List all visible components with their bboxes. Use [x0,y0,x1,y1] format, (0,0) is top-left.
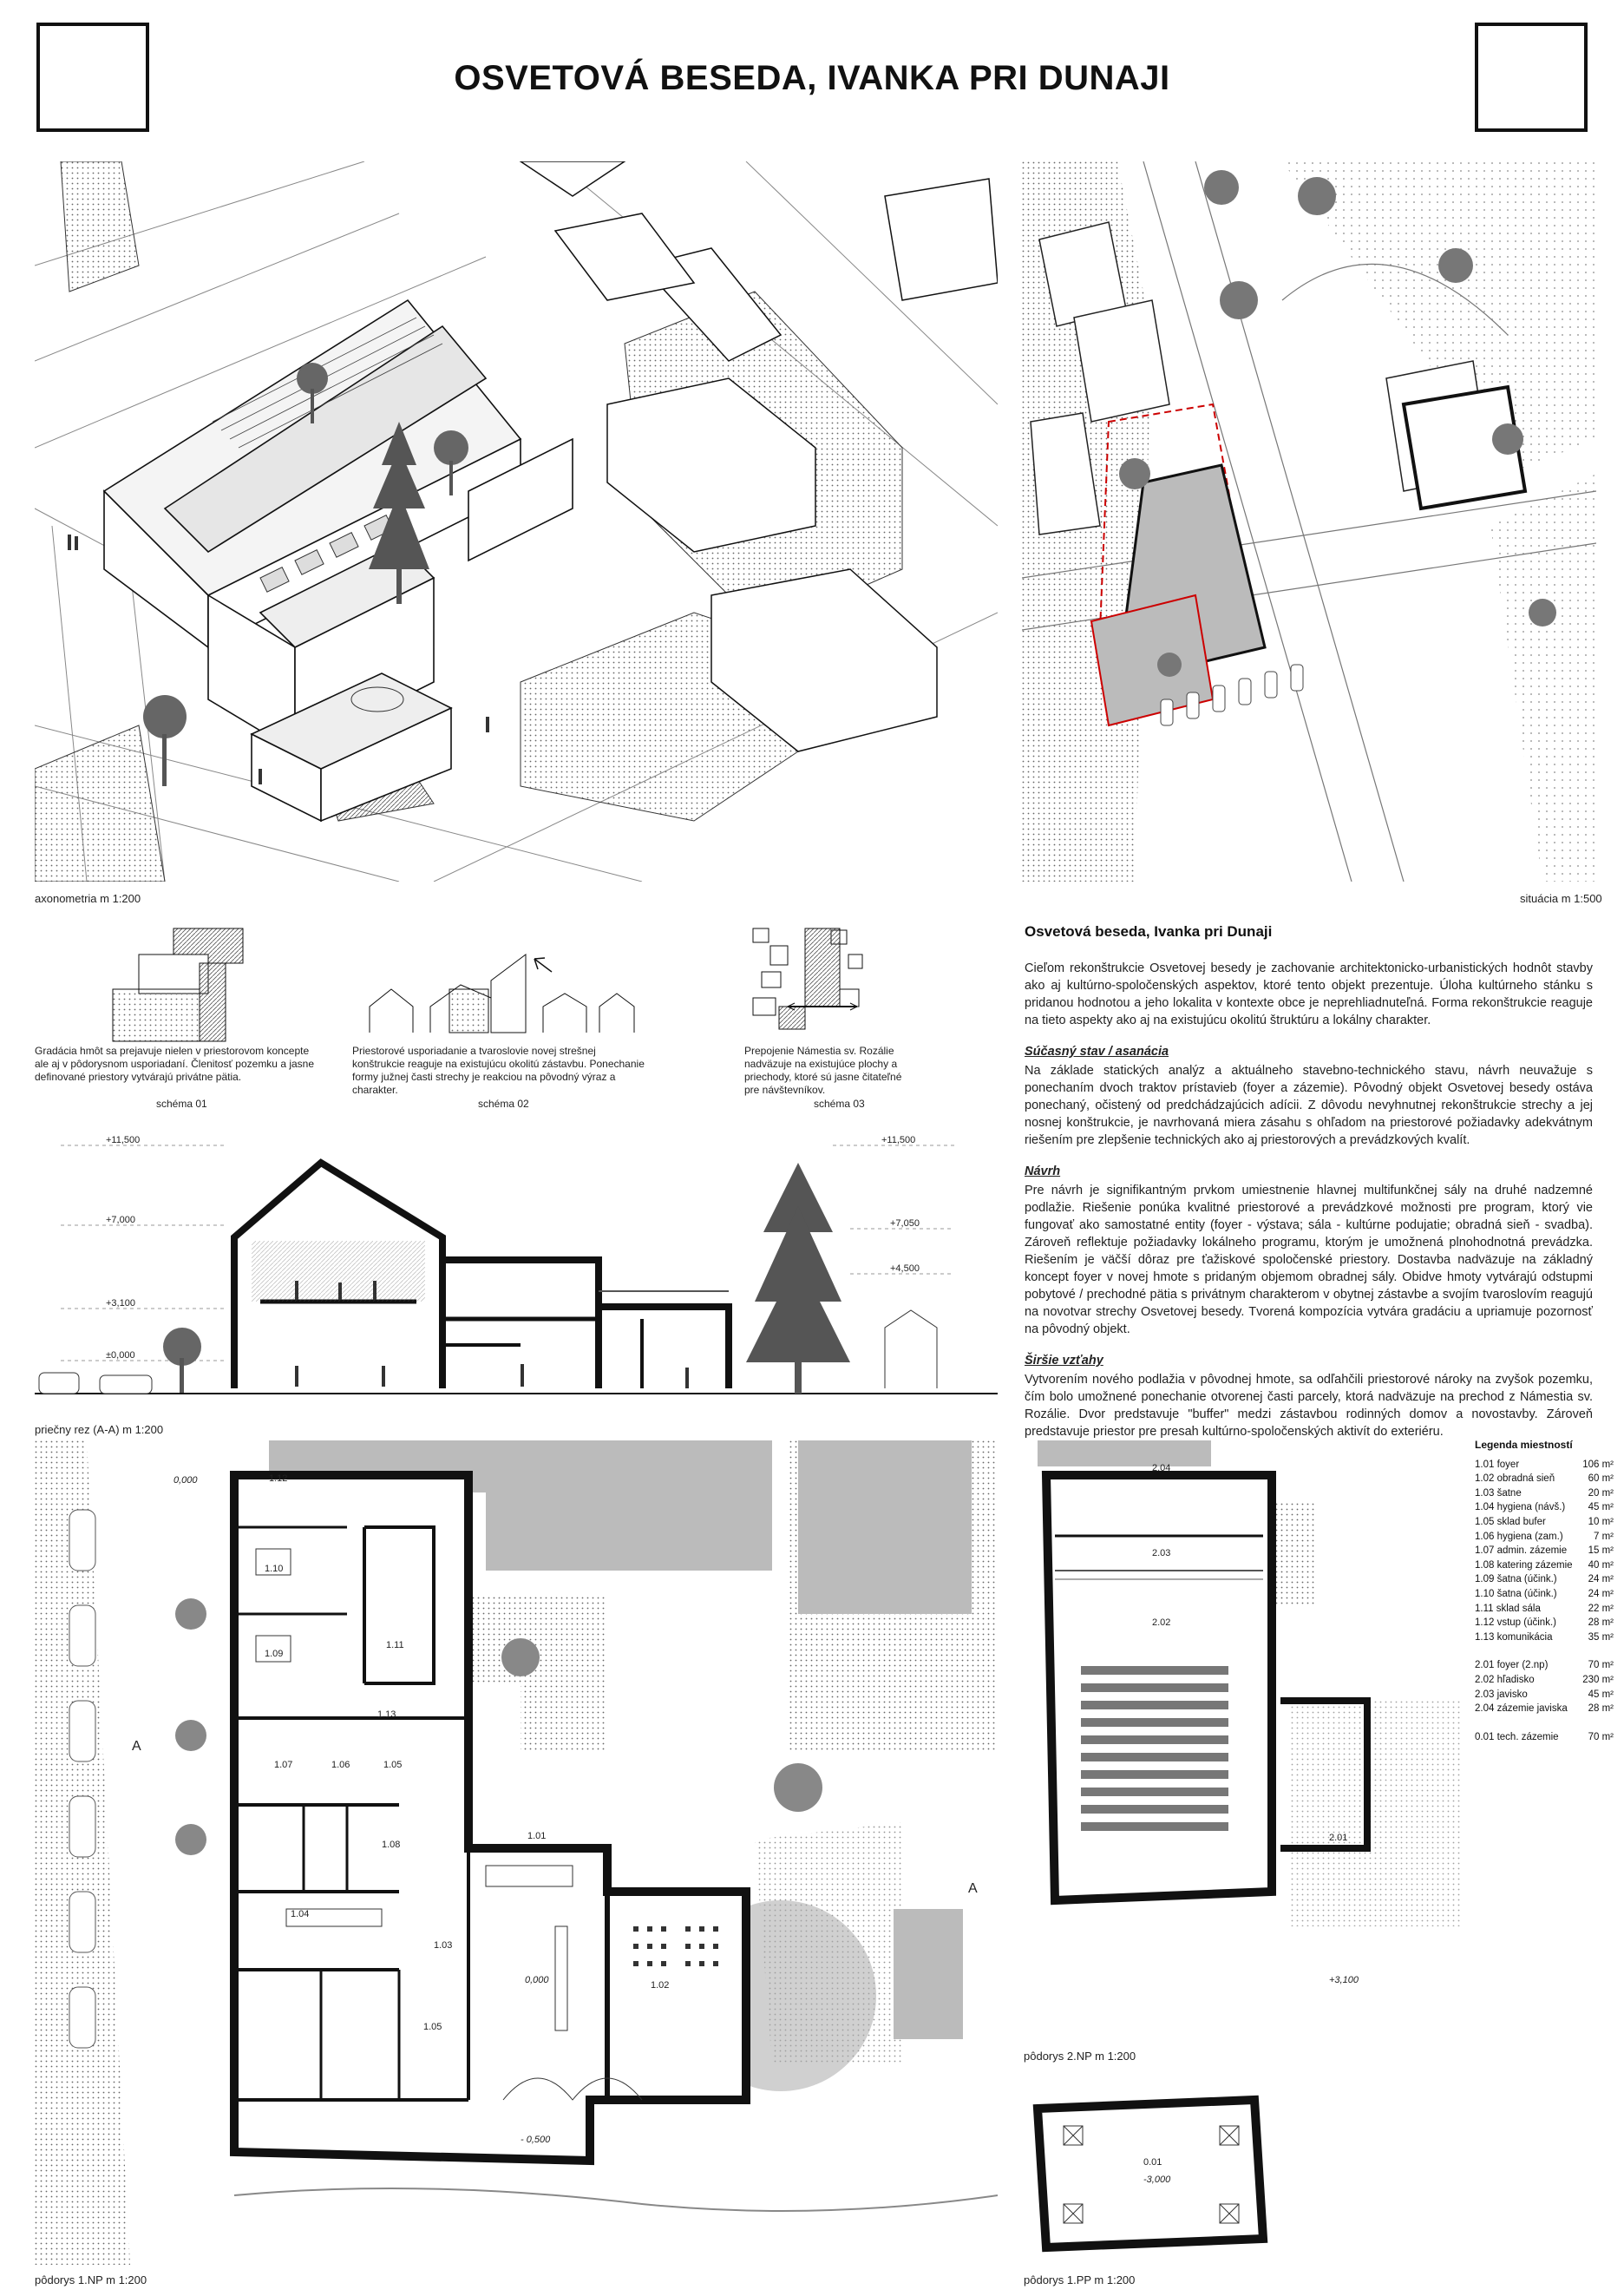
legend-room-area: 45 m² [1588,1689,1614,1700]
section-caption: priečny rez (A-A) m 1:200 [35,1423,164,1436]
schema-03-label: schéma 03 [814,1098,865,1110]
legend-room-name: foyer [1496,1459,1520,1470]
section-marker-a-right: A [968,1881,978,1896]
room-2-02: 2.02 [1152,1617,1171,1628]
legend-row [1475,1530,1614,1545]
level-right-4500: +4,500 [890,1263,920,1274]
legend-room-id: 2.02 [1475,1674,1495,1685]
legend-room-name: hľadisko [1496,1674,1535,1685]
legend-room-id: 1.09 [1475,1574,1495,1585]
legend-room [1475,1572,1557,1587]
legend-row [1475,1602,1614,1617]
legend-room [1475,1730,1559,1745]
room-1-07: 1.07 [274,1760,293,1770]
legend-room [1475,1688,1528,1702]
legend-room-name: šatna (účink.) [1496,1588,1557,1599]
legend-room-id: 1.04 [1475,1502,1495,1513]
room-1-03: 1.03 [434,1940,453,1951]
room-legend [1475,1438,1614,1744]
legend-room-area: 70 m² [1588,1731,1614,1742]
legend-row [1475,1486,1614,1501]
situation-plan [1022,161,1596,882]
cross-section [35,1128,998,1406]
legend-room-name: admin. zázemie [1496,1545,1568,1557]
legend-room-id: 1.11 [1475,1603,1494,1614]
description-heading: Osvetová beseda, Ivanka pri Dunaji [1025,923,1273,940]
level-left-0: ±0,000 [106,1350,135,1361]
legend-room-id: 1.13 [1475,1631,1495,1643]
text-wider-relations: Vytvorením nového podlažia v pôvodnej hmote, sa odľahčili priestorové nároky na zvyšok pozemku, čím bolo umožnené ponechanie otvorenej časti parcely, ktorá nadväzuje na prechod z Námestia sv. Rozálie. Dvor predstavuje "buffer" medzi zástavbou rodinných domov a novostavby. Zároveň predstavuje priestor pre presah kultúrno-spoločenských aktivít do exteriéru. [1025,1373,1593,1439]
heading-design: Návrh [1025,1164,1061,1178]
legend-row [1475,1500,1614,1515]
schema-02-diagram [352,946,647,1041]
plan1-level-0: 0,000 [174,1475,198,1486]
legend-room-name: vstup (účink.) [1496,1617,1556,1629]
legend-room [1475,1702,1568,1716]
legend-room [1475,1544,1567,1558]
legend-room-id: 1.06 [1475,1531,1495,1542]
legend-room-name: javisko [1496,1689,1528,1700]
legend-room-area: 35 m² [1588,1631,1614,1643]
legend-row [1475,1472,1614,1486]
room-1-05: 1.05 [383,1760,403,1770]
legend-room-name: komunikácia [1496,1631,1553,1643]
room-1-04: 1.04 [291,1909,310,1919]
legend-row [1475,1544,1614,1558]
plan1-level-0-foyer: 0,000 [525,1975,549,1985]
legend-title: Legenda miestností [1475,1439,1573,1451]
legend-room-name: hygiena (zam.) [1496,1531,1563,1542]
room-2-03: 2.03 [1152,1548,1171,1558]
plan1-level-minus500: - 0,500 [521,2135,551,2145]
legend-room-name: hygiena (návš.) [1496,1502,1566,1513]
heading-current-state: Súčasný stav / asanácia [1025,1045,1169,1059]
room-1-08: 1.08 [382,1840,401,1850]
legend-room-area: 24 m² [1588,1574,1614,1585]
room-0-01: 0.01 [1143,2157,1162,2168]
legend-row [1475,1515,1614,1530]
level-right-7050: +7,050 [890,1218,920,1229]
room-1-05-lower: 1.05 [423,2022,442,2032]
planpp-level-minus3000: -3,000 [1143,2175,1171,2185]
legend-room-area: 106 m² [1582,1459,1614,1470]
text-current-state: Na základe statických analýz a aktuálneho stavebno-technického stavu, návrh neuvažuje s ponechaním dvoch traktov prístavieb (foyer a zázemie). Pôvodný objekt Osvetovej besedy ostáva ponechaný, očistený od predchádzajúcich adícii. Z dôvodu nevyhnutnej rekonštrukcie strechy a jej nosnej konštrukcie, je navrhovaná miera zásahu s ohľadom na priestorové požiadavky adekvátnym riešením pre zlepšenie technických ako aj priestorových a prevádzkových kvalít. [1025,1064,1593,1147]
legend-room-id: 1.12 [1475,1617,1495,1629]
legend-room [1475,1630,1553,1645]
schema-03 [684,920,970,1111]
legend-room [1475,1587,1557,1602]
legend-room-id: 2.01 [1475,1660,1495,1671]
legend-room-name: šatna (účink.) [1496,1574,1557,1585]
schema-01-diagram [35,920,312,1050]
legend-room-area: 45 m² [1588,1502,1614,1513]
room-2-01: 2.01 [1329,1833,1348,1843]
legend-room-name: zázemie javiska [1496,1703,1568,1715]
legend-room-id: 0.01 [1475,1731,1495,1742]
situation-caption: situácia m 1:500 [1520,892,1602,905]
room-1-01: 1.01 [527,1831,547,1841]
legend-row [1475,1673,1614,1688]
axonometry-caption: axonometria m 1:200 [35,892,141,905]
legend-row [1475,1644,1614,1658]
schema-02-text: Priestorové usporiadanie a tvaroslovie novej strešnej konštrukcie reaguje na existujúcu okolitú zástavbu. Ponechanie formy južnej časti strechy je reakciou na pôvodný výraz a charakter. [352,1045,645,1096]
legend-room-area: 20 m² [1588,1487,1614,1499]
room-1-11: 1.11 [386,1640,404,1650]
legend-row [1475,1630,1614,1645]
legend-row [1475,1587,1614,1602]
legend-room-name: katering zázemie [1496,1559,1573,1571]
legend-room-id: 1.07 [1475,1545,1495,1557]
schema-01 [35,920,315,1111]
legend-row [1475,1572,1614,1587]
level-left-3100: +3,100 [106,1298,135,1309]
legend-row [1475,1716,1614,1730]
project-description [1025,923,1593,1440]
legend-room [1475,1658,1548,1673]
axonometry-drawing [35,161,998,882]
legend-room [1475,1530,1563,1545]
heading-wider-relations: Širšie vzťahy [1025,1354,1103,1368]
legend-room-name: obradná sieň [1496,1473,1555,1485]
legend-room-id: 1.02 [1475,1473,1495,1485]
legend-room-id: 1.10 [1475,1588,1495,1599]
room-1-06: 1.06 [331,1760,350,1770]
room-1-12: 1.12 [269,1473,288,1484]
legend-room-area: 28 m² [1588,1703,1614,1715]
legend-row [1475,1558,1614,1573]
schema-02 [352,946,647,1111]
legend-room-name: sklad bufer [1496,1516,1546,1527]
legend-row [1475,1458,1614,1473]
room-1-13: 1.13 [377,1709,396,1720]
legend-room [1475,1486,1522,1501]
legend-row [1475,1730,1614,1745]
legend-room-id: 2.04 [1475,1703,1495,1715]
level-right-11500: +11,500 [881,1135,916,1145]
legend-row [1475,1658,1614,1673]
text-design: Pre návrh je signifikantným prvkom umiestnenie hlavnej multifunkčnej sály na druhé nadzemné podlažie. Riešenie ponúka kvalitné priestorové a prevádzkové možnosti pre program, ktorý vie fungovať ako samostatné entity (foyer - výstava; sála - kultúrne podujatie; obradná sieň - svadba). Zároveň reflektuje požiadavky lokálneho programu, ktorým je umožnená plnohodnotná prevádzka. Riešením je väčší dôraz pre ťažiskové spoločenské priestory. Dostavba nadväzuje na základný koncept foyer v novej hmote s pridaným objemom obradnej sály. Obidve hmoty vytvárajú odstupmi pobytové / prechodné pätia s privátnym charakterom v obytnej zástavbe a svojím tvaroslovím reagujú na novotvar strechy Osvetovej besedy. Tvorená kompozícia vytvára gradáciu a upriamuje pozornosť na pôvodný objekt. [1025,1184,1593,1336]
room-2-04: 2.04 [1152,1463,1171,1473]
legend-room [1475,1673,1535,1688]
legend-room [1475,1602,1541,1617]
level-left-7000: +7,000 [106,1215,135,1225]
plan2-caption: pôdorys 2.NP m 1:200 [1024,2050,1136,2063]
description-intro: Cieľom rekonštrukcie Osvetovej besedy je zachovanie architektonicko-urbanistických hodnôt stavby ako aj kultúrno-spoločenských aspektov, ktoré tento objekt prezentuje. Úloha kultúrneho stánku s pridanou hodnotou a jeho lokalita v kontexte obce je neprehliadnuteľná. Forma rekonštrukcie reaguje na tieto aspekty ako aj na existujúcu okolitú štruktúru a lokálny charakter. [1025,961,1593,1027]
legend-row [1475,1702,1614,1716]
legend-row [1475,1688,1614,1702]
legend-room-area: 10 m² [1588,1516,1614,1527]
schema-03-text: Prepojenie Námestia sv. Rozálie nadväzuje na existujúce plochy a priechody, ktoré sú jasne čitateľné pre návštevníkov. [744,1045,902,1096]
plan1-caption: pôdorys 1.NP m 1:200 [35,2273,147,2286]
legend-room-area: 60 m² [1588,1473,1614,1485]
planpp-caption: pôdorys 1.PP m 1:200 [1024,2273,1136,2286]
legend-room-area: 24 m² [1588,1588,1614,1599]
schema-01-label: schéma 01 [156,1098,207,1110]
level-left-11500: +11,500 [106,1135,141,1145]
legend-room [1475,1472,1555,1486]
floor-plan-1pp [1020,2074,1280,2265]
legend-room [1475,1500,1565,1515]
legend-room-area: 15 m² [1588,1545,1614,1557]
room-1-02: 1.02 [651,1980,670,1991]
legend-room-id: 1.05 [1475,1516,1495,1527]
floor-plan-1np [35,1440,998,2265]
legend-room-area: 230 m² [1582,1674,1614,1685]
legend-room-id: 1.08 [1475,1559,1495,1571]
legend-room-id: 1.01 [1475,1459,1495,1470]
schema-02-label: schéma 02 [478,1098,529,1110]
legend-room-area: 22 m² [1588,1603,1614,1614]
legend-room [1475,1558,1573,1573]
legend-room-name: šatne [1496,1487,1522,1499]
section-marker-a-left: A [132,1739,141,1754]
legend-room-area: 70 m² [1588,1660,1614,1671]
legend-room-id: 1.03 [1475,1487,1495,1499]
legend-row [1475,1616,1614,1630]
legend-room-name: tech. zázemie [1496,1731,1559,1742]
legend-room [1475,1458,1519,1473]
legend-room-id: 2.03 [1475,1689,1495,1700]
legend-room-area: 40 m² [1588,1559,1614,1571]
floor-plan-2np [1020,1440,1471,1926]
legend-room [1475,1515,1546,1530]
plan2-level-3100: +3,100 [1329,1975,1359,1985]
legend-room-name: sklad sála [1496,1603,1541,1614]
room-1-09: 1.09 [265,1649,284,1659]
legend-room-area: 7 m² [1594,1531,1614,1542]
page-title: OSVETOVÁ BESEDA, IVANKA PRI DUNAJI [454,59,1170,97]
schema-01-text: Gradácia hmôt sa prejavuje nielen v priestorovom koncepte ale aj v pôdorysnom usporiadaní. Členitosť pozemku a jasne definované priestory vytvárajú privátne pätia. [35,1045,315,1083]
room-1-10: 1.10 [265,1564,284,1574]
schema-03-diagram [684,920,970,1041]
legend-room-name: foyer (2.np) [1496,1660,1549,1671]
legend-room-area: 28 m² [1588,1617,1614,1629]
legend-room [1475,1616,1556,1630]
